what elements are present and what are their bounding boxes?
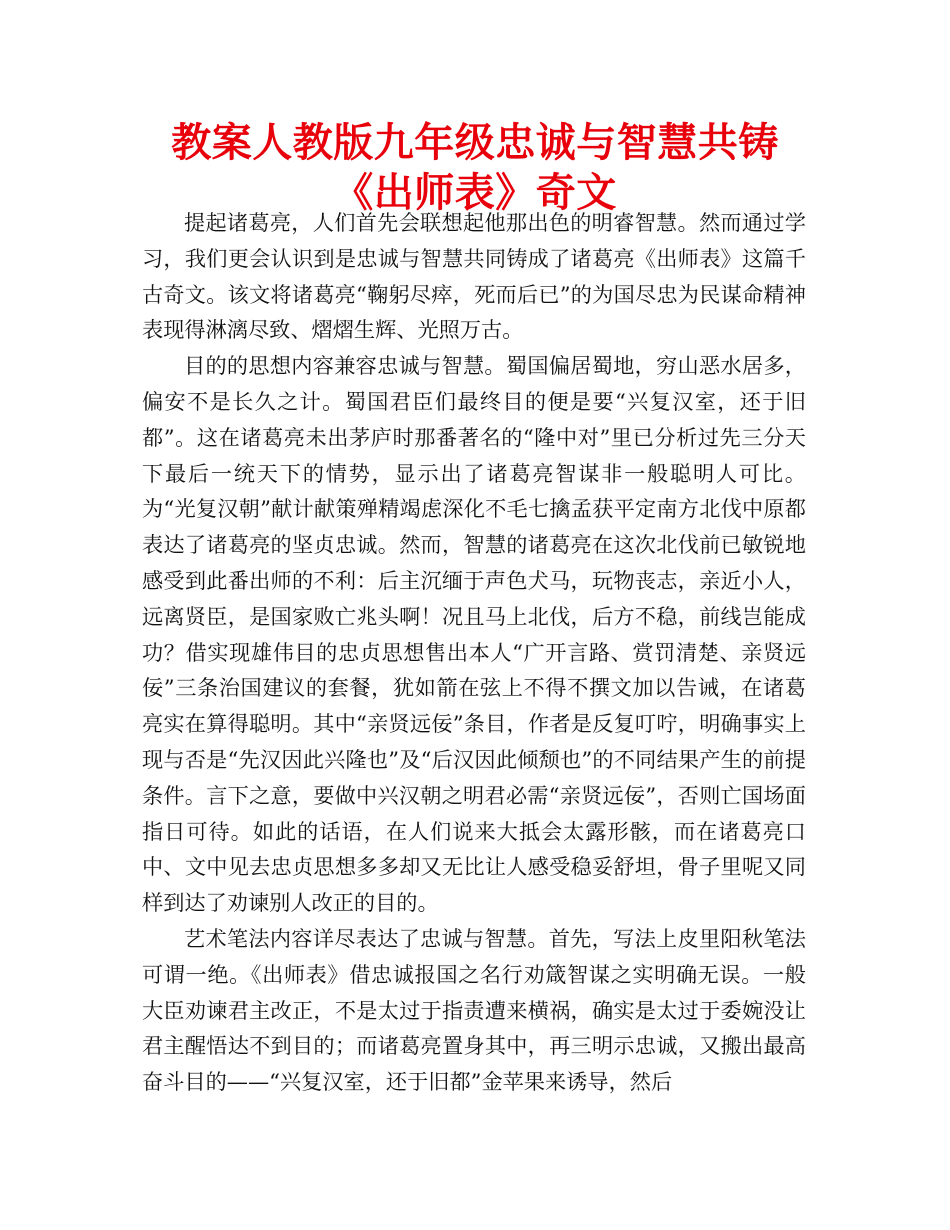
paragraph-3: 艺术笔法内容详尽表达了忠诚与智慧。首先，写法上皮里阳秋笔法可谓一绝。《出师表》借忠诚报国之名行劝箴智谋之实明确无误。一般大臣劝谏君主改正，不是太过于指责遭来横祸，确实是太过于委婉没让君主醒悟达不到目的；而诸葛亮置身其中，再三明示忠诚，又搬出最高奋斗目的——“兴复汉室，还于旧都”金苹果来诱导，然后 bbox=[142, 925, 806, 1095]
paragraph-2: 目的的思想内容兼容忠诚与智慧。蜀国偏居蜀地，穷山恶水居多，偏安不是长久之计。蜀国君臣们最终目的便是要“兴复汉室，还于旧都”。这在诸葛亮未出茅庐时那番著名的“隆中对”里已分析过先三分天下最后一统天下的情势，显示出了诸葛亮智谋非一般聪明人可比。为“光复汉朝”献计献策殚精竭虑深化不毛七擒孟获平定南方北伐中原都表达了诸葛亮的坚贞忠诚。然而，智慧的诸葛亮在这次北伐前已敏锐地感受到此番出师的不利：后主沉缅于声色犬马，玩物丧志，亲近小人，远离贤臣，是国家败亡兆头啊！况且马上北伐，后方不稳，前线岂能成功？借实现雄伟目的忠贞思想售出本人“广开言路、赏罚清楚、亲贤远佞”三条治国建议的套餐，犹如箭在弦上不得不撰文加以告诫，在诸葛亮实在算得聪明。其中“亲贤远佞”条目，作者是反复叮咛，明确事实上现与否是“先汉因此兴隆也”及“后汉因此倾颓也”的不同结果产生的前提条件。言下之意，要做中兴汉朝之明君必需“亲贤远佞”，否则亡国场面指日可待。如此的话语，在人们说来大抵会太露形骸，而在诸葛亮口中、文中见去忠贞思想多多却又无比让人感受稳妥舒坦，骨子里呢又同样到达了劝谏别人改正的目的。 bbox=[142, 353, 806, 916]
paragraph-1: 提起诸葛亮，人们首先会联想起他那出色的明睿智慧。然而通过学习，我们更会认识到是忠诚与智慧共同铸成了诸葛亮《出师表》这篇千古奇文。该文将诸葛亮“鞠躬尽瘁，死而后已”的为国尽忠为民谋命精神表现得淋漓尽致、熠熠生辉、光照万古。 bbox=[142, 210, 806, 343]
document-title: 教案人教版九年级忠诚与智慧共铸《出师表》奇文 bbox=[171, 120, 779, 216]
document-body bbox=[142, 205, 806, 1100]
